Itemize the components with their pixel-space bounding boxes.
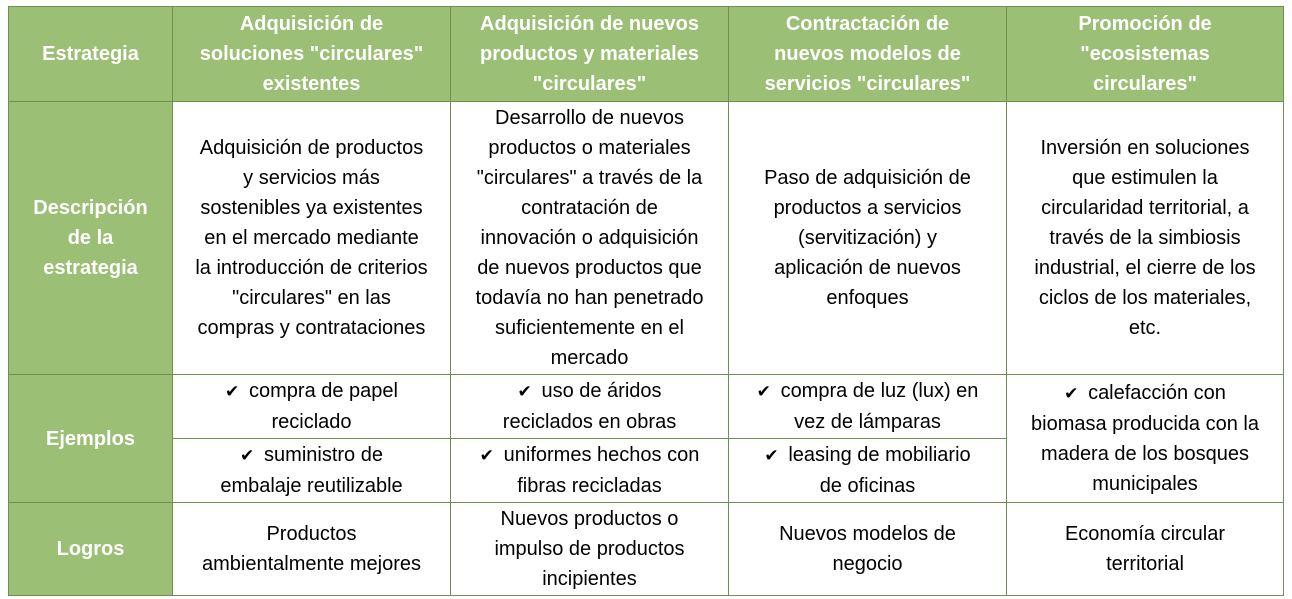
header-col-3	[729, 7, 1007, 102]
text-line: suficientemente en el	[494, 317, 684, 339]
text-line: la introducción de criterios	[195, 257, 428, 279]
row-label-examples: Ejemplos	[9, 375, 173, 503]
example-text: compra de luz (lux) en	[780, 380, 979, 402]
header-strategy-label: Estrategia	[9, 7, 173, 102]
strategy-table	[8, 6, 1284, 596]
header-row	[9, 7, 1284, 102]
example-line: de oficinas	[819, 475, 916, 497]
examples-row-1	[9, 375, 1284, 439]
description-cell-3	[729, 102, 1007, 375]
row-label-achievements: Logros	[9, 503, 173, 596]
text-line: contratación de	[521, 197, 658, 219]
achievement-cell-3	[729, 503, 1007, 596]
header-col-1-line: Adquisición de	[239, 13, 384, 35]
example-cell-2-3	[729, 439, 1007, 503]
check-icon: ✔	[764, 446, 779, 465]
text-line: sostenibles ya existentes	[200, 197, 423, 219]
header-col-1-line: soluciones "circulares"	[199, 43, 424, 65]
header-col-1	[173, 7, 451, 102]
example-line: reciclado	[271, 411, 352, 433]
example-line: biomasa producida con la	[1031, 413, 1259, 435]
text-line: "circulares" a través de la	[476, 167, 703, 189]
row-label-line: estrategia	[43, 257, 138, 279]
example-cell-4	[1007, 375, 1284, 503]
header-col-4-line: Promoción de	[1078, 13, 1212, 35]
text-line: industrial, el cierre de los	[1034, 257, 1256, 279]
text-line: enfoques	[826, 287, 909, 309]
check-icon: ✔	[240, 446, 255, 465]
example-line	[455, 376, 724, 407]
achievement-cell-4	[1007, 503, 1284, 596]
check-icon: ✔	[517, 382, 532, 401]
check-icon: ✔	[225, 382, 240, 401]
achievements-row	[9, 503, 1284, 596]
text-line: incipientes	[542, 568, 637, 590]
header-col-4	[1007, 7, 1284, 102]
strategy-table-container	[8, 6, 1284, 596]
example-line	[177, 440, 446, 471]
text-line: Desarrollo de nuevos	[495, 107, 684, 129]
text-line: innovación o adquisición	[480, 227, 699, 249]
example-line: reciclados en obras	[502, 411, 677, 433]
header-col-2-line: Adquisición de nuevos	[480, 13, 699, 35]
text-line: Paso de adquisición de	[764, 167, 971, 189]
header-col-2-line: "circulares"	[532, 73, 647, 95]
text-line: compras y contrataciones	[197, 317, 426, 339]
text-line: Economía circular	[1064, 523, 1226, 545]
text-line: en el mercado mediante	[204, 227, 419, 249]
example-text: uso de áridos	[541, 380, 662, 402]
description-cell-1	[173, 102, 451, 375]
example-text: uniformes hechos con	[503, 444, 700, 466]
example-cell-1-3	[729, 375, 1007, 439]
example-line	[1011, 378, 1279, 409]
text-line: Inversión en soluciones	[1040, 137, 1250, 159]
check-icon: ✔	[1064, 384, 1079, 403]
text-line: productos o materiales	[488, 137, 691, 159]
example-text: calefacción con	[1088, 382, 1226, 404]
text-line: Nuevos productos o	[500, 508, 679, 530]
header-col-3-line: Contractación de	[785, 13, 950, 35]
example-line	[733, 440, 1002, 471]
text-line: (servitización) y	[798, 227, 937, 249]
example-line: fibras recicladas	[517, 475, 662, 497]
row-label-description	[9, 102, 173, 375]
example-line: embalaje reutilizable	[220, 475, 403, 497]
text-line: ambientalmente mejores	[202, 553, 421, 575]
text-line: ciclos de los materiales,	[1038, 287, 1252, 309]
text-line: de nuevos productos que	[477, 257, 702, 279]
example-line: madera de los bosques	[1041, 443, 1249, 465]
text-line: mercado	[550, 347, 629, 369]
example-text: leasing de mobiliario	[788, 444, 971, 466]
description-cell-2	[451, 102, 729, 375]
check-icon: ✔	[479, 446, 494, 465]
header-col-2	[451, 7, 729, 102]
text-line: que estimulen la	[1072, 167, 1218, 189]
header-col-3-line: nuevos modelos de	[774, 43, 961, 65]
example-cell-2-1	[173, 439, 451, 503]
example-cell-1-2	[451, 375, 729, 439]
text-line: etc.	[1128, 317, 1162, 339]
example-cell-1-1	[173, 375, 451, 439]
text-line: todavía no han penetrado	[475, 287, 704, 309]
text-line: impulso de productos	[494, 538, 685, 560]
description-row	[9, 102, 1284, 375]
header-col-4-line: "ecosistemas	[1080, 43, 1210, 65]
text-line: "circulares" en las	[232, 287, 391, 309]
row-label-line: de la	[67, 227, 114, 249]
achievement-cell-2	[451, 503, 729, 596]
header-col-4-line: circulares"	[1093, 73, 1197, 95]
text-line: productos a servicios	[773, 197, 962, 219]
example-line	[455, 440, 724, 471]
achievement-cell-1	[173, 503, 451, 596]
text-line: Adquisición de productos	[199, 137, 424, 159]
text-line: y servicios más	[243, 167, 380, 189]
header-col-2-line: productos y materiales	[480, 43, 699, 65]
example-line: vez de lámparas	[794, 411, 941, 433]
header-col-3-line: servicios "circulares"	[764, 73, 971, 95]
header-col-1-line: existentes	[262, 73, 361, 95]
text-line: aplicación de nuevos	[774, 257, 961, 279]
text-line: Productos	[266, 523, 357, 545]
example-text: compra de papel	[249, 380, 398, 402]
example-cell-2-2	[451, 439, 729, 503]
row-label-line: Descripción	[33, 197, 148, 219]
example-line: municipales	[1092, 473, 1198, 495]
check-icon: ✔	[756, 382, 771, 401]
text-line: territorial	[1106, 553, 1184, 575]
text-line: negocio	[832, 553, 903, 575]
text-line: Nuevos modelos de	[779, 523, 956, 545]
text-line: circularidad territorial, a	[1041, 197, 1249, 219]
example-line	[733, 376, 1002, 407]
description-cell-4	[1007, 102, 1284, 375]
text-line: través de la simbiosis	[1049, 227, 1241, 249]
example-line	[177, 376, 446, 407]
example-text: suministro de	[264, 444, 383, 466]
